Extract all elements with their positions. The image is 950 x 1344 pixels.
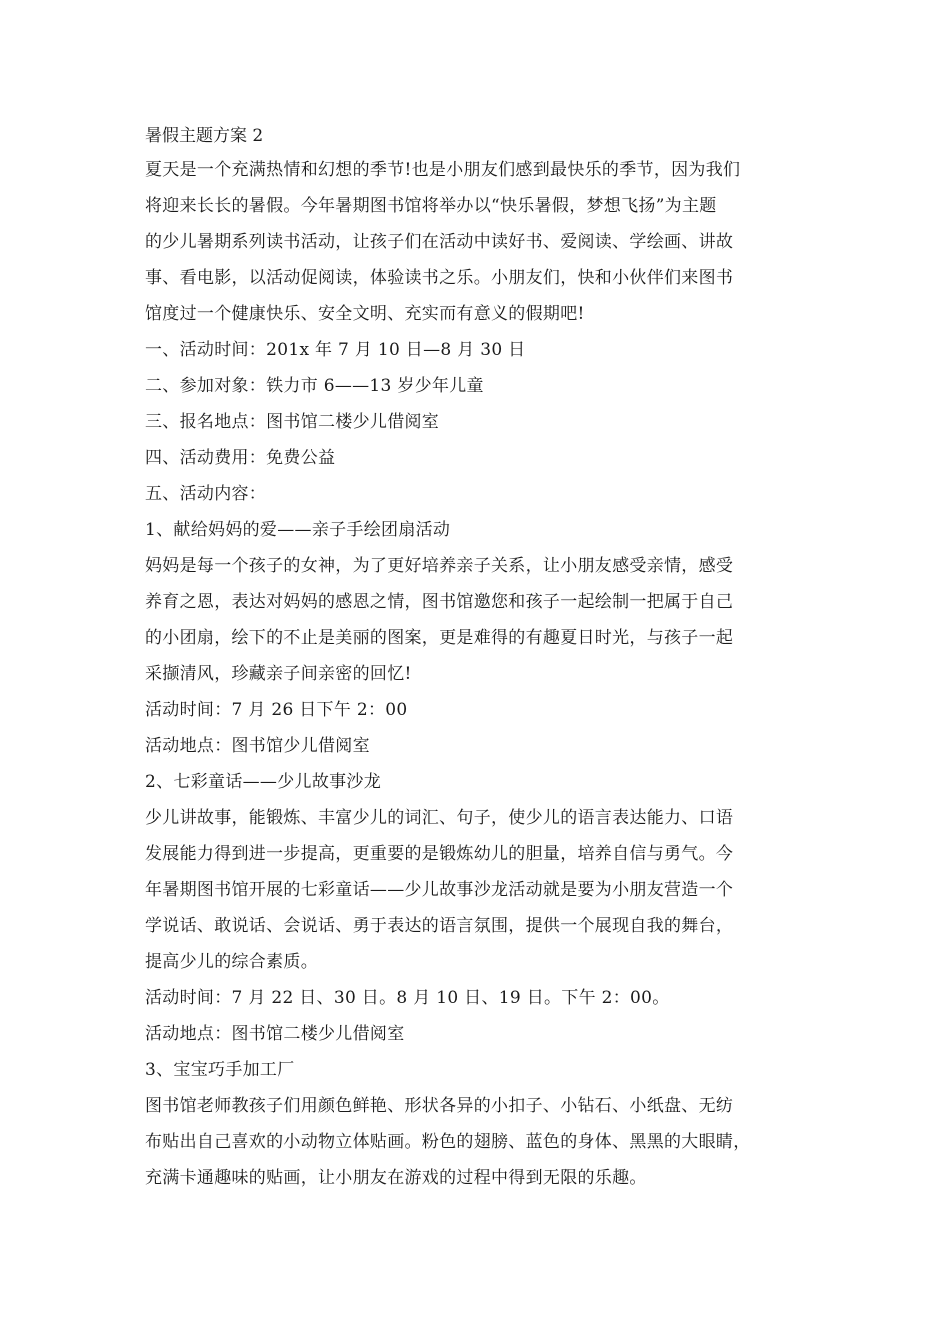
body-line: 的小团扇，绘下的不止是美丽的图案，更是难得的有趣夏日时光，与孩子一起 xyxy=(145,628,734,648)
body-line: 养育之恩，表达对妈妈的感恩之情，图书馆邀您和孩子一起绘制一把属于自己 xyxy=(145,592,734,612)
activity-location: 活动地点：图书馆二楼少儿借阅室 xyxy=(145,1024,405,1044)
body-line: 采撷清风，珍藏亲子间亲密的回忆! xyxy=(145,664,412,684)
body-line: 学说话、敢说话、会说话、勇于表达的语言氛围，提供一个展现自我的舞台， xyxy=(145,916,734,936)
subsection-heading: 2、七彩童话——少儿故事沙龙 xyxy=(145,772,382,792)
body-line: 妈妈是每一个孩子的女神，为了更好培养亲子关系，让小朋友感受亲情，感受 xyxy=(145,556,734,576)
body-line: 提高少儿的综合素质。 xyxy=(145,952,318,972)
body-line: 将迎来长长的暑假。今年暑期图书馆将举办以“快乐暑假，梦想飞扬”为主题 xyxy=(145,196,717,216)
section-line: 三、报名地点：图书馆二楼少儿借阅室 xyxy=(145,412,440,432)
body-line: 年暑期图书馆开展的七彩童话——少儿故事沙龙活动就是要为小朋友营造一个 xyxy=(145,880,734,900)
document-body xyxy=(145,152,825,1196)
body-line: 的少儿暑期系列读书活动，让孩子们在活动中读好书、爱阅读、学绘画、讲故 xyxy=(145,232,734,252)
body-line: 事、看电影，以活动促阅读，体验读书之乐。小朋友们，快和小伙伴们来图书 xyxy=(145,268,734,288)
activity-location: 活动地点：图书馆少儿借阅室 xyxy=(145,736,370,756)
body-line: 夏天是一个充满热情和幻想的季节!也是小朋友们感到最快乐的季节，因为我们 xyxy=(145,160,741,180)
body-line: 布贴出自己喜欢的小动物立体贴画。粉色的翅膀、蓝色的身体、黑黑的大眼睛， xyxy=(145,1132,751,1152)
body-line: 充满卡通趣味的贴画，让小朋友在游戏的过程中得到无限的乐趣。 xyxy=(145,1168,647,1188)
section-line: 四、活动费用：免费公益 xyxy=(145,448,336,468)
body-line: 发展能力得到进一步提高，更重要的是锻炼幼儿的胆量，培养自信与勇气。今 xyxy=(145,844,734,864)
section-line: 二、参加对象：铁力市 6——13 岁少年儿童 xyxy=(145,376,484,396)
body-line: 图书馆老师教孩子们用颜色鲜艳、形状各异的小扣子、小钻石、小纸盘、无纺 xyxy=(145,1096,734,1116)
subsection-heading: 3、宝宝巧手加工厂 xyxy=(145,1060,295,1080)
section-line: 五、活动内容： xyxy=(145,484,267,504)
document-title: 暑假主题方案 2 xyxy=(145,126,264,146)
document-page xyxy=(145,122,825,1196)
body-line: 少儿讲故事，能锻炼、丰富少儿的词汇、句子，使少儿的语言表达能力、口语 xyxy=(145,808,734,828)
section-line: 一、活动时间：201x 年 7 月 10 日—8 月 30 日 xyxy=(145,340,526,360)
activity-time: 活动时间：7 月 22 日、30 日。8 月 10 日、19 日。下午 2：00。 xyxy=(145,988,670,1008)
activity-time: 活动时间：7 月 26 日下午 2：00 xyxy=(145,700,408,720)
subsection-heading: 1、献给妈妈的爱——亲子手绘团扇活动 xyxy=(145,520,451,540)
body-line: 馆度过一个健康快乐、安全文明、充实而有意义的假期吧! xyxy=(145,304,585,324)
